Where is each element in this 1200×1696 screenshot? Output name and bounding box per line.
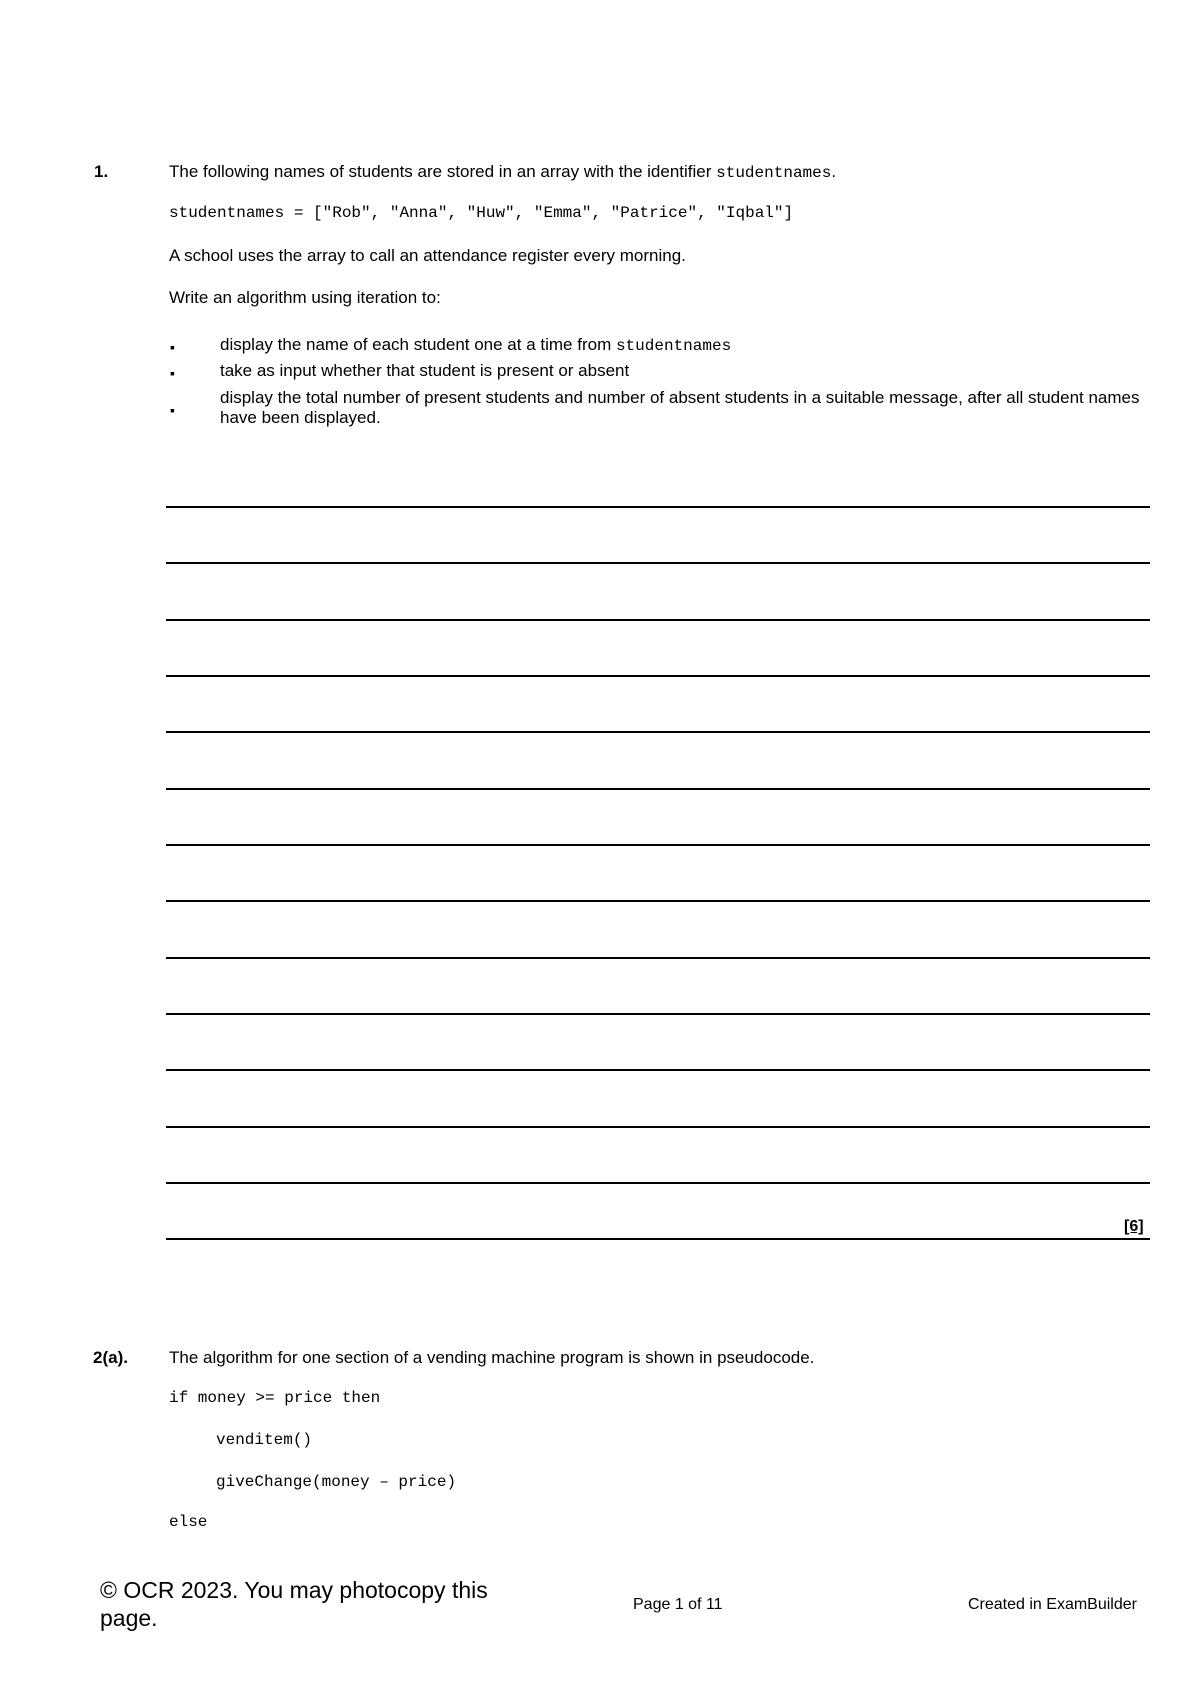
question-number: 1. (94, 162, 109, 181)
answer-line[interactable] (166, 1182, 1150, 1184)
answer-line[interactable] (166, 900, 1150, 902)
paragraph: Write an algorithm using iteration to: (169, 288, 441, 307)
question-intro: The algorithm for one section of a vending machine program is shown in pseudocode. (169, 1348, 815, 1367)
bullet-text: display the name of each student one at a time from (220, 335, 616, 354)
code-line: giveChange(money – price) (216, 1473, 457, 1491)
answer-line[interactable] (166, 844, 1150, 846)
answer-line[interactable] (166, 788, 1150, 790)
answer-line[interactable] (166, 619, 1150, 621)
question-intro (169, 162, 836, 183)
created-in-label: Created in ExamBuilder (968, 1596, 1137, 1613)
bullet-code: studentnames (615, 337, 732, 355)
code-line: if money >= price then (169, 1389, 381, 1407)
bullet-icon: ▪ (170, 402, 175, 418)
bullet-icon: ▪ (170, 339, 175, 355)
answer-line[interactable] (166, 1013, 1150, 1015)
code-line: studentnames = ["Rob", "Anna", "Huw", "Emma", "Patrice", "Iqbal"] (169, 204, 794, 222)
bullet-item: display the total number of present students and number of absent students in a suitable message, after all student names have been displayed. (220, 388, 1140, 427)
question-number: 2(a). (93, 1348, 128, 1367)
answer-line[interactable] (166, 1069, 1150, 1071)
page-number: Page 1 of 11 (633, 1596, 723, 1613)
code-line: else (169, 1513, 208, 1531)
intro-end: . (831, 162, 837, 181)
marks-label: [6] (1124, 1218, 1144, 1235)
bullet-icon: ▪ (170, 365, 175, 381)
answer-line[interactable] (166, 1238, 1150, 1240)
answer-line[interactable] (166, 506, 1150, 508)
answer-line[interactable] (166, 562, 1150, 564)
bullet-item: take as input whether that student is present or absent (220, 361, 630, 380)
answer-line[interactable] (166, 1126, 1150, 1128)
paragraph: A school uses the array to call an attendance register every morning. (169, 246, 686, 265)
bullet-item (220, 335, 731, 356)
answer-line[interactable] (166, 731, 1150, 733)
intro-text: The following names of students are stored in an array with the identifier (169, 162, 717, 181)
code-line: venditem() (216, 1431, 313, 1449)
intro-identifier: studentnames (716, 164, 832, 182)
answer-line[interactable] (166, 675, 1150, 677)
answer-line[interactable] (166, 957, 1150, 959)
copyright-notice: © OCR 2023. You may photocopy this page. (100, 1577, 488, 1631)
